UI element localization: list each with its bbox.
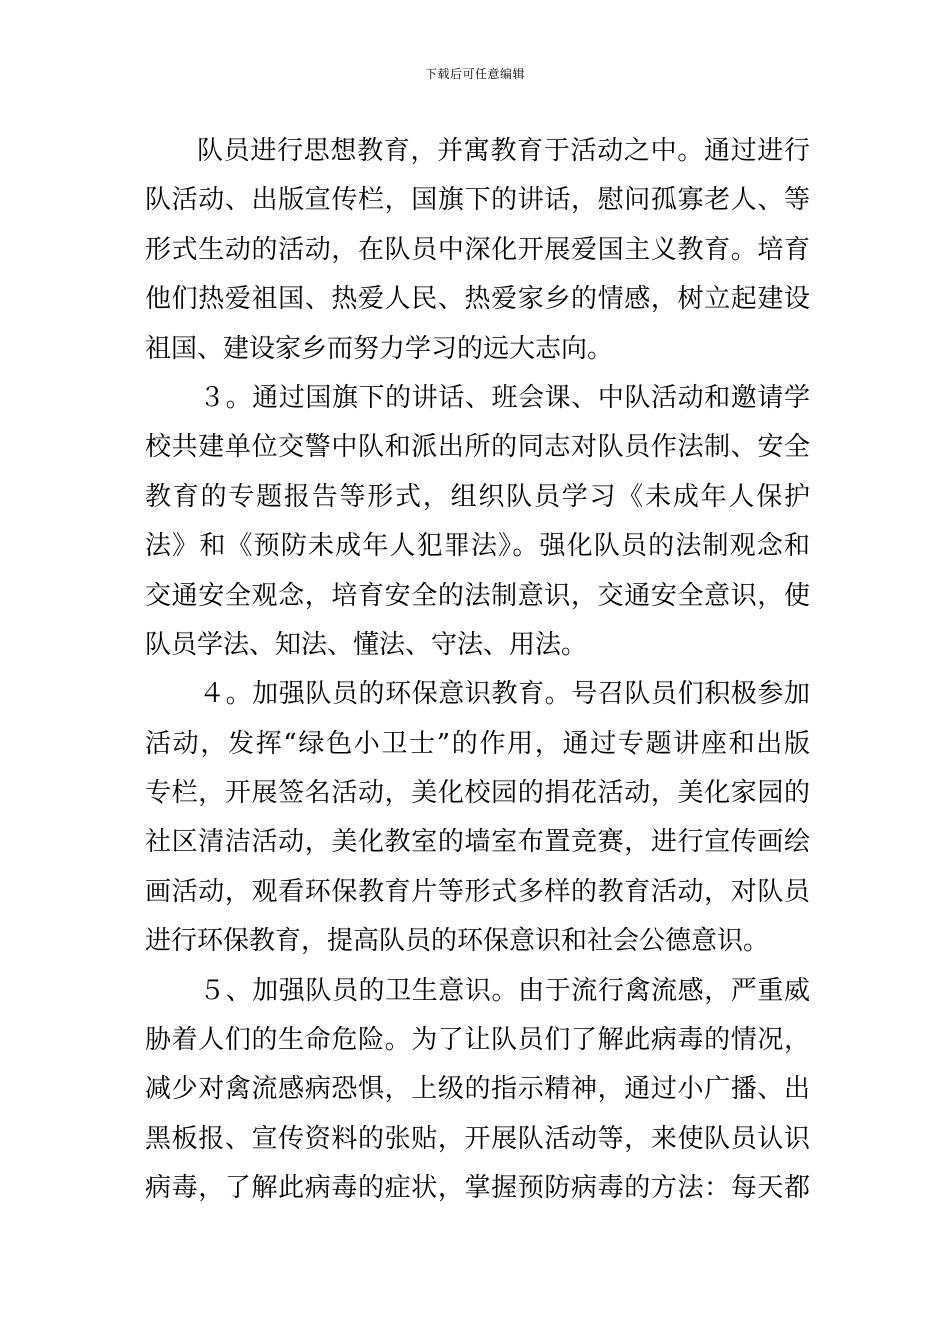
text-line: 祖国、建设家乡而努力学习的远大志向。 xyxy=(145,333,614,364)
text-line: 黑板报、宣传资料的张贴，开展队活动等，来使队员认识 xyxy=(145,1123,810,1154)
page-header: 下载后可任意编辑 xyxy=(424,67,525,81)
text-line: 病毒，了解此病毒的症状，掌握预防病毒的方法：每天都 xyxy=(145,1173,810,1204)
text-line: ４。加强队员的环保意识教育。号召队员们积极参加 xyxy=(199,679,810,710)
text-line: 交通安全观念，培育安全的法制意识，交通安全意识，使 xyxy=(145,580,810,611)
document-body xyxy=(145,127,810,1214)
text-line: 队员进行思想教育，并寓教育于活动之中。通过进行 xyxy=(197,136,810,166)
text-line: 队活动、出版宣传栏，国旗下的讲话，慰问孤寡老人、等 xyxy=(145,185,810,216)
text-line: 专栏，开展签名活动，美化校园的捐花活动，美化家园的 xyxy=(145,778,810,809)
text-line: 进行环保教育，提高队员的环保意识和社会公德意识。 xyxy=(145,926,770,957)
text-line: 画活动，观看环保教育片等形式多样的教育活动，对队员 xyxy=(145,876,810,907)
text-line: 减少对禽流感病恐惧，上级的指示精神，通过小广播、出 xyxy=(145,1074,810,1105)
text-line: 活动，发挥“绿色小卫士”的作用，通过专题讲座和出版 xyxy=(145,728,810,759)
text-line: 教育的专题报告等形式，组织队员学习《未成年人保护 xyxy=(145,481,810,512)
text-line: 他们热爱祖国、热爱人民、热爱家乡的情感，树立起建设 xyxy=(145,284,810,315)
text-line: 胁着人们的生命危险。为了让队员们了解此病毒的情况， xyxy=(145,1025,810,1056)
text-line: 校共建单位交警中队和派出所的同志对队员作法制、安全 xyxy=(145,432,810,463)
text-line: 形式生动的活动，在队员中深化开展爱国主义教育。培育 xyxy=(145,234,810,265)
text-line: ３。通过国旗下的讲话、班会课、中队活动和邀请学 xyxy=(199,382,810,413)
text-line: 队员学法、知法、懂法、守法、用法。 xyxy=(145,629,588,660)
text-line: ５、加强队员的卫生意识。由于流行禽流感，严重威 xyxy=(199,975,810,1006)
text-line: 社区清洁活动，美化教室的墙室布置竞赛，进行宣传画绘 xyxy=(145,827,810,858)
text-line: 法》和《预防未成年人犯罪法》。强化队员的法制观念和 xyxy=(145,531,810,562)
